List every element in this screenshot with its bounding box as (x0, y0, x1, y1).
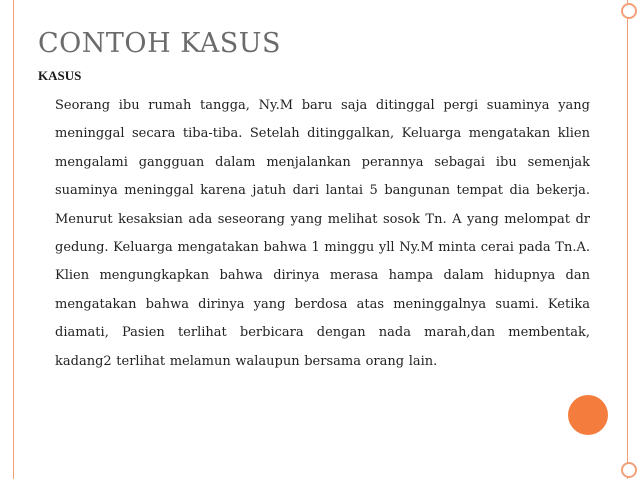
right-border-line (627, 0, 628, 479)
top-ring-decoration (621, 3, 637, 19)
bottom-ring-decoration (621, 462, 637, 478)
slide-subtitle: KASUS (38, 68, 82, 83)
case-description: Seorang ibu rumah tangga, Ny.M baru saja ditinggal pergi suaminya yang meninggal secara tiba-tiba. Setelah ditinggalkan, Keluarga mengatakan klien mengalami gangguan dalam menjalankan perannya sebagai ibu semenjak suaminya meninggal karena jatuh dari lantai 5 bangunan tempat dia bekerja. Menurut kesaksian ada seseorang yang melihat sosok Tn. A yang melompat dr gedung. Keluarga mengatakan bahwa 1 minggu yll Ny.M minta cerai pada Tn.A. Klien mengungkapkan bahwa dirinya merasa hampa dalam hidupnya dan mengatakan bahwa dirinya yang berdosa atas meninggalnya suami. Ketika diamati, Pasien terlihat berbicara dengan nada marah,dan membentak, kadang2 terlihat melamun walaupun bersama orang lain. (55, 98, 590, 369)
left-border-line (13, 0, 14, 479)
slide-title: CONTOH KASUS (38, 28, 282, 59)
accent-circle-decoration (568, 395, 608, 435)
